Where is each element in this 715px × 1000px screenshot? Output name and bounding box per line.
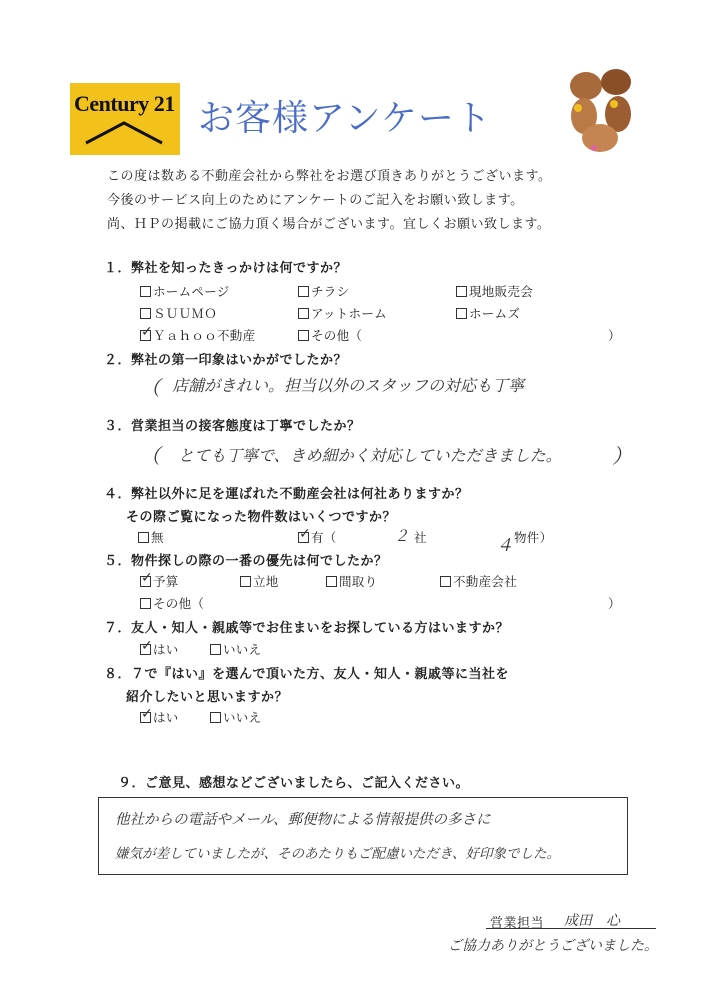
q5-option-agency[interactable]: 不動産会社	[440, 572, 517, 590]
q1-option-homepage[interactable]: ホームページ	[140, 282, 230, 300]
q1-option-open-house[interactable]: 現地販売会	[456, 282, 533, 300]
q1-question: １．弊社を知ったきっかけは何ですか？	[104, 261, 348, 276]
q1-option-yahoo[interactable]: ✓Ｙａｈｏｏ不動産	[140, 326, 255, 344]
logo-text: Century 21	[74, 91, 175, 116]
q2-answer[interactable]: 店舗がきれい。担当以外のスタッフの対応も丁寧	[172, 376, 525, 395]
q5-question: ５．物件探しの際の一番の優先は何でしたか？	[104, 554, 388, 569]
checkbox[interactable]	[326, 576, 337, 587]
comment-line-1: 他社からの電話やメール、郵便物による情報提供の多さに	[115, 812, 491, 828]
intro-line-3: 尚、ＨＰの掲載にご協力頂く場合がございます。宜しくお願い致します。	[107, 217, 551, 232]
checkbox[interactable]	[240, 576, 251, 587]
checkbox[interactable]	[456, 308, 467, 319]
q3-open-paren: （	[140, 444, 160, 468]
checkbox-checked[interactable]	[140, 644, 151, 655]
q8-option-no[interactable]: いいえ	[210, 708, 261, 726]
checkbox[interactable]	[440, 576, 451, 587]
intro-line-1: この度は数ある不動産会社から弊社をお選び頂きありがとうございます。	[107, 169, 552, 184]
checkbox[interactable]	[140, 308, 151, 319]
rep-underline	[486, 928, 656, 929]
comment-box[interactable]	[98, 797, 628, 875]
checkbox-checked[interactable]	[140, 330, 151, 341]
checkbox[interactable]	[456, 286, 467, 297]
checkbox[interactable]	[140, 286, 151, 297]
checkbox-checked[interactable]	[140, 712, 151, 723]
q1-option-other[interactable]: その他（	[298, 326, 362, 344]
q5-option-floorplan[interactable]: 間取り	[326, 572, 377, 590]
q5-option-other[interactable]: その他（	[140, 594, 204, 612]
q4-question: ４．弊社以外に足を運ばれた不動産会社は何社ありますか？	[104, 487, 469, 502]
q1-option-suumo[interactable]: ＳＵＵＭＯ	[140, 304, 217, 322]
q4-property-unit: 物件）	[514, 530, 553, 545]
q1-option-flyer[interactable]: チラシ	[298, 282, 349, 300]
q8-question: ８．７で『はい』を選んで頂いた方、友人・知人・親戚等に当社を	[104, 667, 510, 682]
q1-option-athome[interactable]: アットホーム	[298, 304, 387, 322]
thanks-message: ご協力ありがとうございました。	[448, 938, 658, 954]
checkbox[interactable]	[140, 598, 151, 609]
survey-title: お客様アンケート	[198, 98, 492, 139]
q4-question-2: その際ご覧になった物件数はいくつですか？	[126, 510, 397, 525]
rep-name[interactable]: 成田 心	[564, 913, 620, 929]
q2-question: ２．弊社の第一印象はいかがでしたか？	[104, 353, 348, 368]
house-roof-icon	[84, 117, 164, 147]
century21-logo	[70, 83, 180, 155]
q1-close-paren: ）	[608, 328, 621, 343]
q3-close-paren: ）	[612, 444, 632, 468]
checkbox[interactable]	[298, 286, 309, 297]
q8-option-yes[interactable]: ✓はい	[140, 708, 179, 726]
q7-option-no[interactable]: いいえ	[210, 640, 261, 658]
q1-option-homes[interactable]: ホームズ	[456, 304, 520, 322]
checkbox-checked[interactable]	[140, 576, 151, 587]
rep-label: 営業担当	[490, 916, 545, 931]
q5-close-paren: ）	[608, 596, 621, 611]
q3-answer[interactable]: とても丁寧で、きめ細かく対応していただきました。	[178, 446, 562, 465]
q9-question: ９．ご意見、感想などございましたら、ご記入ください。	[118, 776, 470, 791]
checkbox-checked[interactable]	[298, 532, 309, 543]
checkbox[interactable]	[138, 532, 149, 543]
intro-line-2: 今後のサービス向上のためにアンケートのご記入をお願い致します。	[107, 193, 524, 208]
q4-company-count[interactable]: ２	[394, 527, 410, 545]
q5-option-budget[interactable]: ✓予算	[140, 572, 179, 590]
checkbox[interactable]	[210, 712, 221, 723]
comment-line-2: 嫌気が差していましたが、そのあたりもご配慮いただき、好印象でした。	[115, 846, 560, 862]
q4-option-none[interactable]: 無	[138, 528, 164, 546]
mascot-dogs-icon	[548, 56, 640, 158]
q4-property-count[interactable]: ４	[496, 536, 513, 556]
q2-open-paren: （	[140, 376, 160, 400]
checkbox[interactable]	[298, 308, 309, 319]
q4-option-yes[interactable]: ✓ 有（	[298, 528, 337, 546]
q5-option-location[interactable]: 立地	[240, 572, 279, 590]
q7-option-yes[interactable]: ✓はい	[140, 640, 179, 658]
checkbox[interactable]	[298, 330, 309, 341]
q8-question-2: 紹介したいと思いますか？	[126, 690, 289, 705]
q7-question: ７．友人・知人・親戚等でお住まいをお探している方はいますか？	[104, 621, 510, 636]
q3-question: ３．営業担当の接客態度は丁寧でしたか？	[104, 419, 361, 434]
q4-company-unit: 社	[414, 530, 427, 545]
checkbox[interactable]	[210, 644, 221, 655]
